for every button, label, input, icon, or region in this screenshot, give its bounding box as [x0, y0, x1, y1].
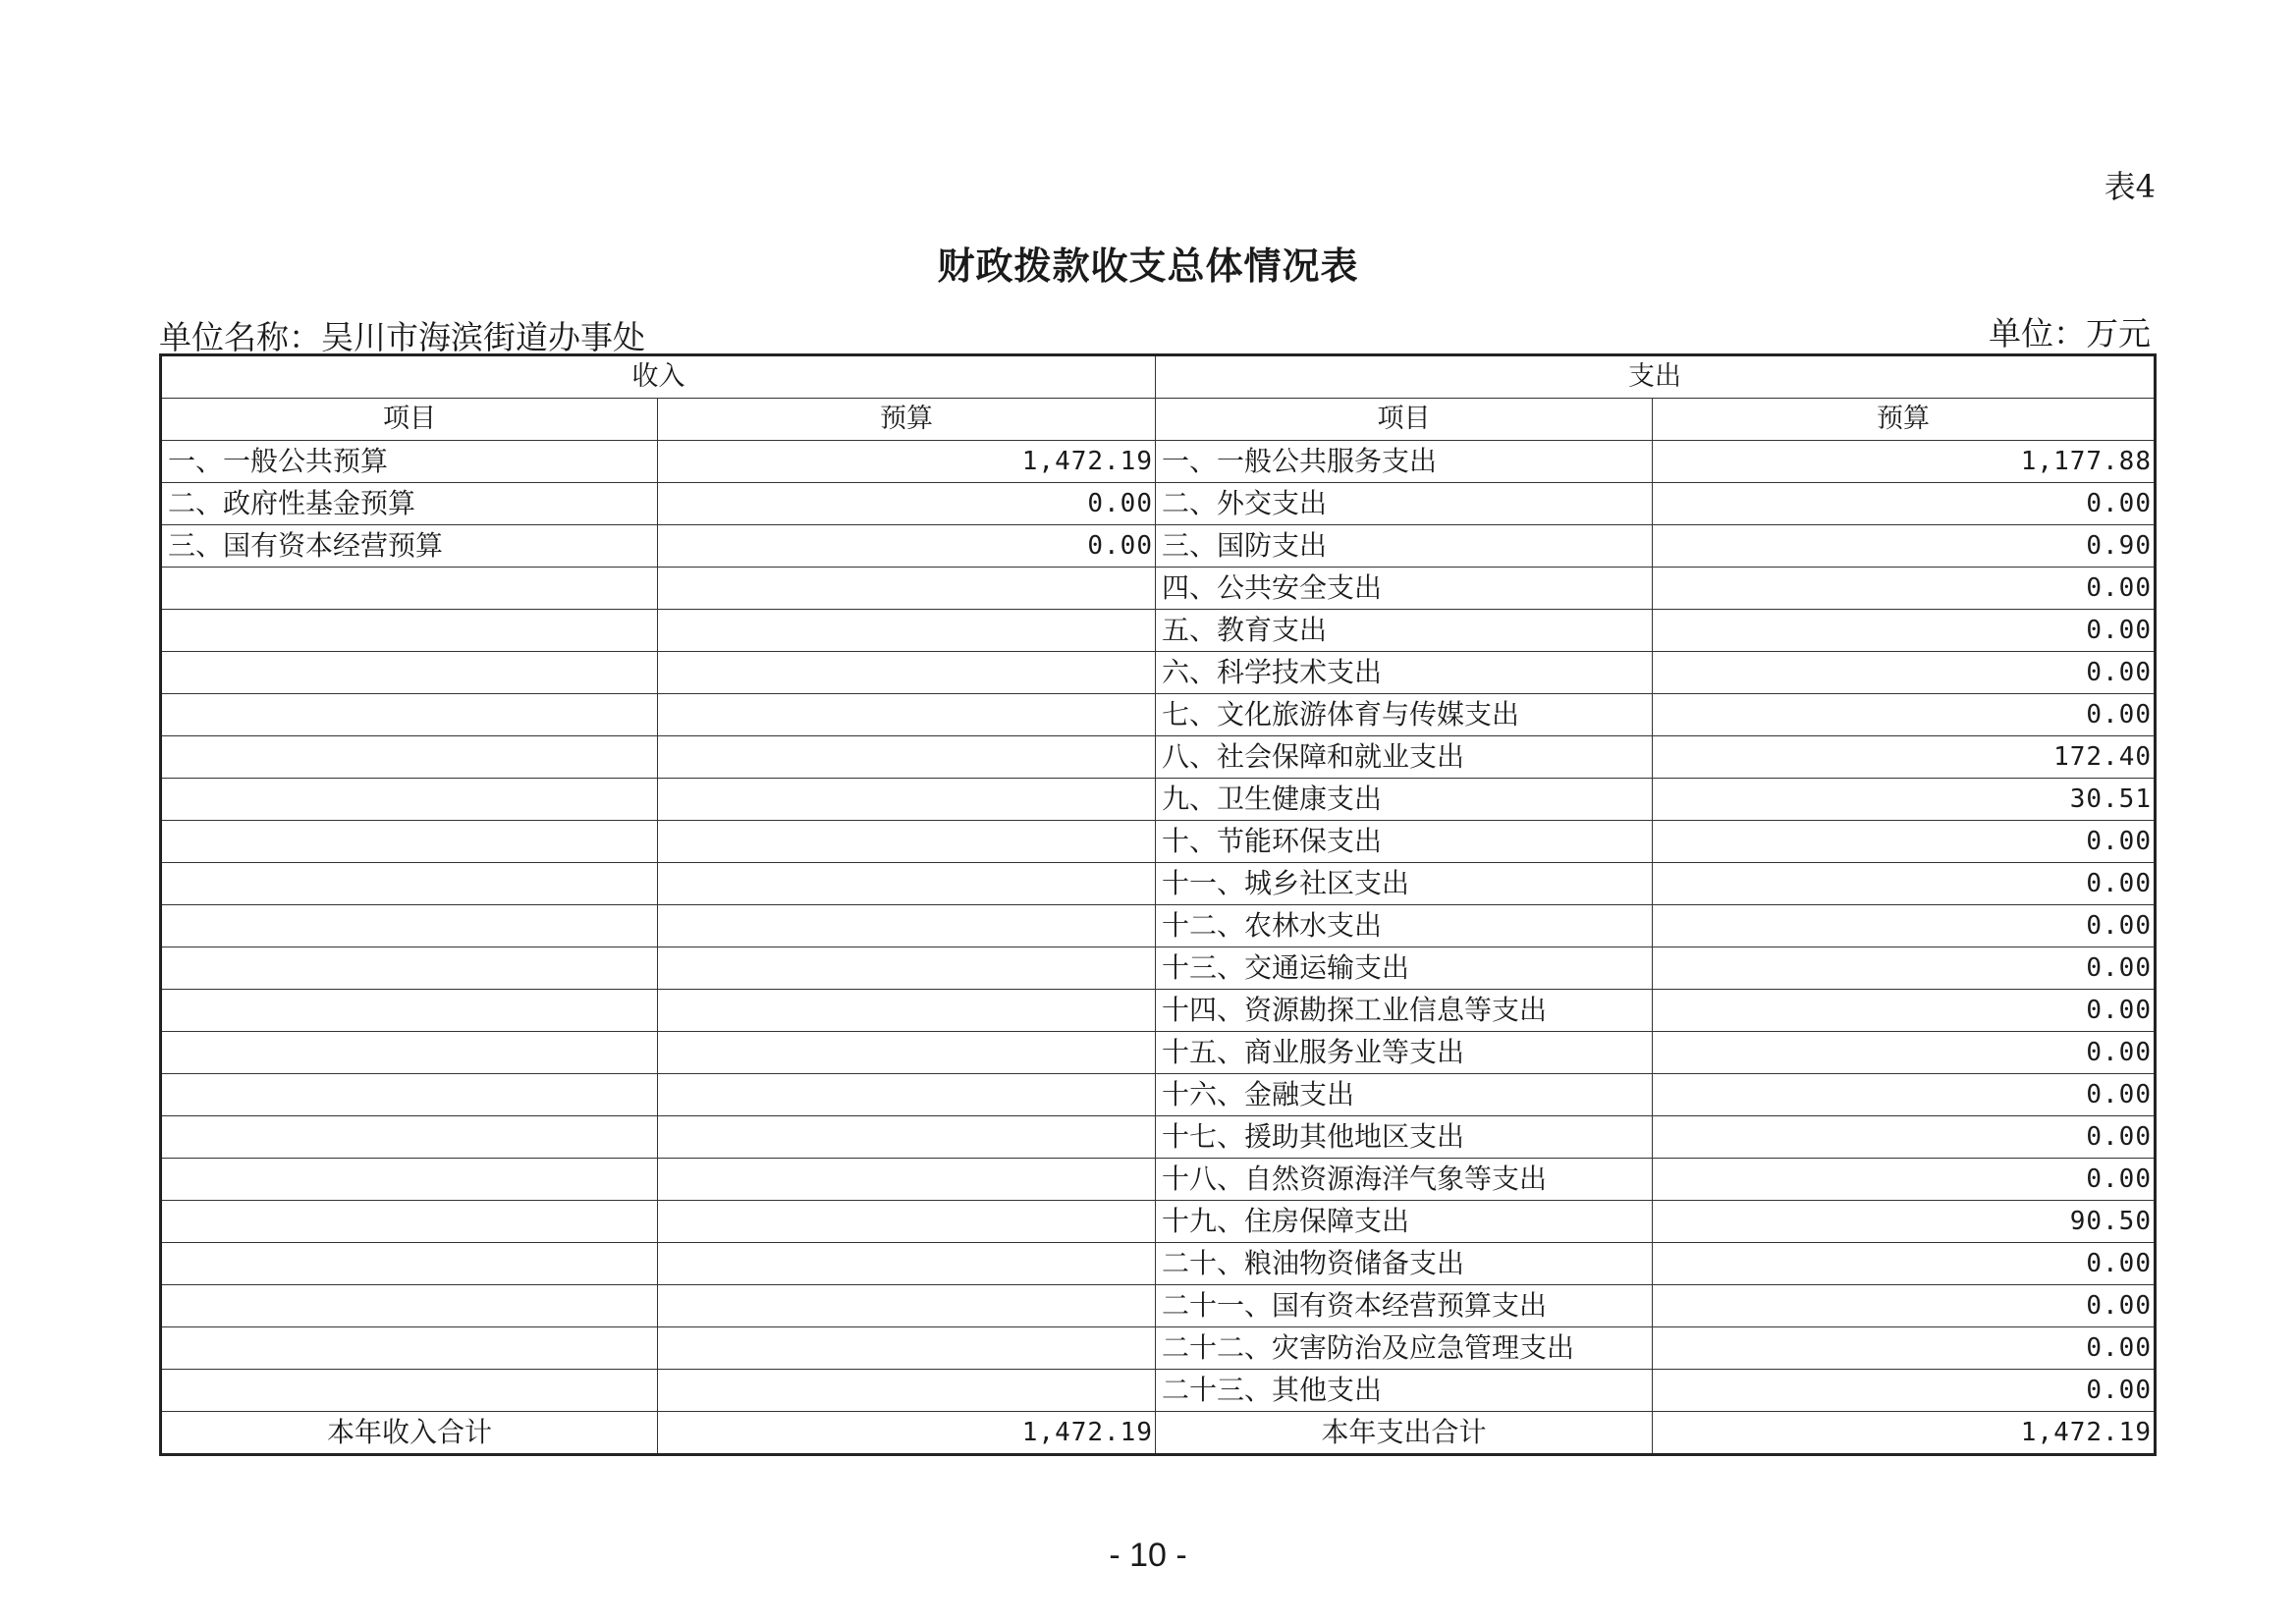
table-row [161, 947, 2156, 990]
table-row [161, 821, 2156, 863]
income-budget-cell [658, 1327, 1156, 1370]
table-row [161, 568, 2156, 610]
expense-budget-cell: 0.00 [1653, 863, 2156, 905]
income-item-cell: 三、国有资本经营预算 [161, 525, 658, 568]
expense-budget-cell: 0.00 [1653, 1285, 2156, 1327]
expense-item-cell: 十四、资源勘探工业信息等支出 [1156, 990, 1653, 1032]
expense-item-cell: 六、科学技术支出 [1156, 652, 1653, 694]
income-budget-cell: 0.00 [658, 525, 1156, 568]
income-budget-cell [658, 694, 1156, 736]
income-item-cell [161, 947, 658, 990]
income-budget-cell [658, 736, 1156, 779]
income-budget-cell [658, 1116, 1156, 1159]
expense-item-cell: 十七、援助其他地区支出 [1156, 1116, 1653, 1159]
table-row [161, 905, 2156, 947]
expense-item-cell: 八、社会保障和就业支出 [1156, 736, 1653, 779]
expense-budget-cell: 0.00 [1653, 947, 2156, 990]
unit-name: 单位名称：吴川市海滨街道办事处 [159, 318, 645, 356]
table-row [161, 1285, 2156, 1327]
income-item-cell [161, 1370, 658, 1412]
expense-budget-cell: 0.00 [1653, 1032, 2156, 1074]
income-budget-cell [658, 568, 1156, 610]
income-budget-cell [658, 1243, 1156, 1285]
income-budget-cell [658, 1074, 1156, 1116]
income-total-label: 本年收入合计 [161, 1412, 658, 1455]
income-item-cell [161, 610, 658, 652]
expense-budget-cell: 0.00 [1653, 821, 2156, 863]
expense-item-cell: 十八、自然资源海洋气象等支出 [1156, 1159, 1653, 1201]
table-row [161, 1243, 2156, 1285]
income-budget-header: 预算 [658, 399, 1156, 441]
table-row [161, 525, 2156, 568]
income-item-cell [161, 1285, 658, 1327]
income-item-cell [161, 905, 658, 947]
income-item-cell [161, 1074, 658, 1116]
income-item-cell [161, 779, 658, 821]
expense-item-cell: 二、外交支出 [1156, 483, 1653, 525]
expense-item-cell: 四、公共安全支出 [1156, 568, 1653, 610]
budget-table [159, 353, 2157, 1456]
income-header: 收入 [161, 355, 1156, 399]
income-item-cell [161, 652, 658, 694]
expense-budget-cell: 30.51 [1653, 779, 2156, 821]
income-budget-cell [658, 1285, 1156, 1327]
expense-item-cell: 七、文化旅游体育与传媒支出 [1156, 694, 1653, 736]
expense-budget-cell: 0.00 [1653, 568, 2156, 610]
page-number: - 10 - [1109, 1537, 1187, 1574]
expense-budget-cell: 0.00 [1653, 483, 2156, 525]
table-row [161, 1032, 2156, 1074]
income-budget-cell [658, 990, 1156, 1032]
table-row [161, 1074, 2156, 1116]
income-item-cell [161, 1116, 658, 1159]
table-row [161, 483, 2156, 525]
expense-item-cell: 二十、粮油物资储备支出 [1156, 1243, 1653, 1285]
income-budget-cell [658, 821, 1156, 863]
income-item-cell: 一、一般公共预算 [161, 441, 658, 483]
income-budget-cell [658, 905, 1156, 947]
expense-item-cell: 二十二、灾害防治及应急管理支出 [1156, 1327, 1653, 1370]
page-title: 财政拨款收支总体情况表 [937, 244, 1359, 288]
income-item-cell [161, 1032, 658, 1074]
expense-item-cell: 五、教育支出 [1156, 610, 1653, 652]
income-item-cell [161, 821, 658, 863]
income-item-cell: 二、政府性基金预算 [161, 483, 658, 525]
expense-budget-cell: 0.00 [1653, 1327, 2156, 1370]
expense-item-header: 项目 [1156, 399, 1653, 441]
expense-item-cell: 十三、交通运输支出 [1156, 947, 1653, 990]
table-row [161, 1116, 2156, 1159]
table-row [161, 1370, 2156, 1412]
expense-item-cell: 九、卫生健康支出 [1156, 779, 1653, 821]
expense-budget-cell: 1,177.88 [1653, 441, 2156, 483]
expense-item-cell: 三、国防支出 [1156, 525, 1653, 568]
income-budget-cell [658, 779, 1156, 821]
expense-budget-cell: 0.00 [1653, 1370, 2156, 1412]
expense-item-cell: 十一、城乡社区支出 [1156, 863, 1653, 905]
income-budget-cell [658, 652, 1156, 694]
expense-item-cell: 十二、农林水支出 [1156, 905, 1653, 947]
expense-item-cell: 一、一般公共服务支出 [1156, 441, 1653, 483]
table-row [161, 990, 2156, 1032]
table-row [161, 736, 2156, 779]
expense-budget-cell: 0.00 [1653, 694, 2156, 736]
table-row [161, 863, 2156, 905]
income-total-value: 1,472.19 [658, 1412, 1156, 1455]
income-budget-cell [658, 1201, 1156, 1243]
expense-budget-cell: 0.90 [1653, 525, 2156, 568]
income-item-cell [161, 1201, 658, 1243]
table-row [161, 652, 2156, 694]
expense-total-value: 1,472.19 [1653, 1412, 2156, 1455]
currency-unit: 单位：万元 [1989, 314, 2151, 352]
expense-budget-cell: 0.00 [1653, 610, 2156, 652]
income-budget-cell [658, 863, 1156, 905]
expense-budget-cell: 90.50 [1653, 1201, 2156, 1243]
expense-total-label: 本年支出合计 [1156, 1412, 1653, 1455]
table-row [161, 1201, 2156, 1243]
expense-budget-cell: 0.00 [1653, 905, 2156, 947]
table-row [161, 694, 2156, 736]
expense-budget-cell: 0.00 [1653, 1074, 2156, 1116]
income-item-cell [161, 694, 658, 736]
expense-budget-header: 预算 [1653, 399, 2156, 441]
income-item-header: 项目 [161, 399, 658, 441]
expense-budget-cell: 0.00 [1653, 1116, 2156, 1159]
income-item-cell [161, 736, 658, 779]
expense-budget-cell: 0.00 [1653, 990, 2156, 1032]
income-budget-cell [658, 1159, 1156, 1201]
income-item-cell [161, 568, 658, 610]
table-row [161, 1159, 2156, 1201]
table-row [161, 610, 2156, 652]
totals-row [161, 1412, 2156, 1455]
table-row [161, 1327, 2156, 1370]
income-item-cell [161, 863, 658, 905]
table-number: 表4 [2104, 168, 2156, 205]
expense-item-cell: 十、节能环保支出 [1156, 821, 1653, 863]
expense-header: 支出 [1156, 355, 2156, 399]
header-row-group [161, 355, 2156, 399]
table-row [161, 779, 2156, 821]
expense-item-cell: 二十三、其他支出 [1156, 1370, 1653, 1412]
table-row [161, 441, 2156, 483]
expense-item-cell: 二十一、国有资本经营预算支出 [1156, 1285, 1653, 1327]
income-budget-cell [658, 1370, 1156, 1412]
income-item-cell [161, 990, 658, 1032]
income-item-cell [161, 1327, 658, 1370]
income-budget-cell: 1,472.19 [658, 441, 1156, 483]
income-item-cell [161, 1159, 658, 1201]
income-budget-cell [658, 1032, 1156, 1074]
expense-budget-cell: 0.00 [1653, 652, 2156, 694]
expense-budget-cell: 172.40 [1653, 736, 2156, 779]
header-row-columns [161, 399, 2156, 441]
income-budget-cell: 0.00 [658, 483, 1156, 525]
income-item-cell [161, 1243, 658, 1285]
expense-budget-cell: 0.00 [1653, 1243, 2156, 1285]
expense-budget-cell: 0.00 [1653, 1159, 2156, 1201]
expense-item-cell: 十九、住房保障支出 [1156, 1201, 1653, 1243]
expense-item-cell: 十五、商业服务业等支出 [1156, 1032, 1653, 1074]
income-budget-cell [658, 947, 1156, 990]
expense-item-cell: 十六、金融支出 [1156, 1074, 1653, 1116]
income-budget-cell [658, 610, 1156, 652]
